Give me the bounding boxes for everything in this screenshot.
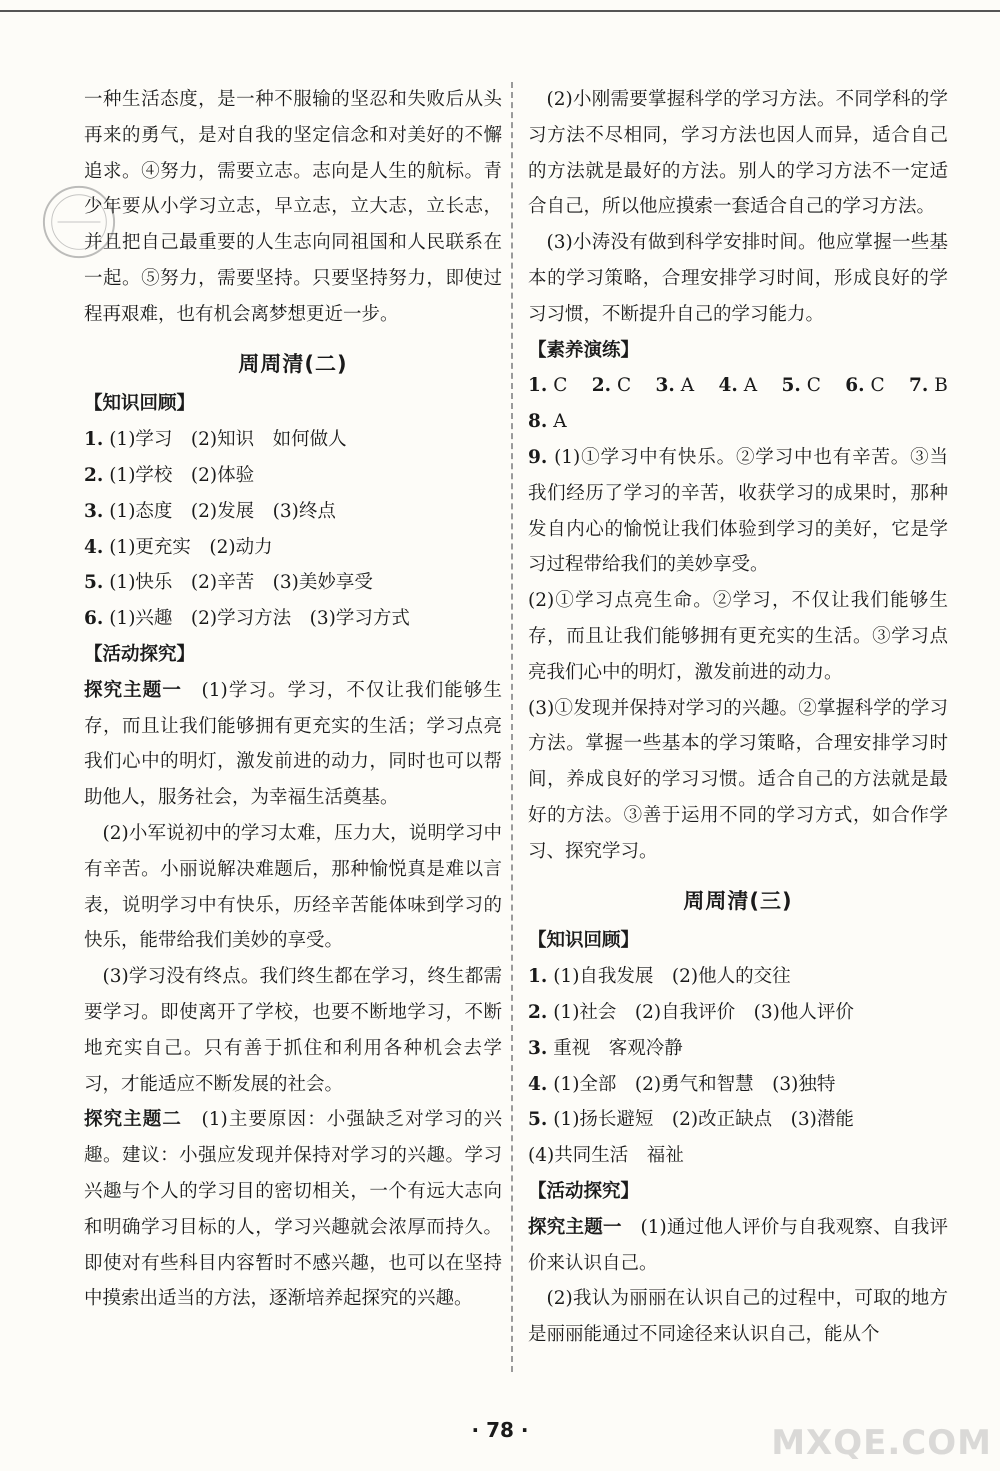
item-number: 3. xyxy=(528,1037,548,1059)
topic-one-answer xyxy=(528,1210,948,1282)
choice-answers xyxy=(528,404,948,440)
choice-number: 6. xyxy=(845,375,865,397)
review-item xyxy=(84,601,502,637)
item-number: 5. xyxy=(528,1109,548,1131)
column-divider xyxy=(511,82,513,1372)
choice-answer: A xyxy=(553,411,567,433)
item-number: 2. xyxy=(528,1001,548,1023)
item-text: (1)社会 (2)自我评价 (3)他人评价 xyxy=(553,1001,854,1023)
item-text: (1)更充实 (2)动力 xyxy=(109,536,273,558)
topic-label: 探究主题二 xyxy=(84,1109,182,1131)
item-number: 9. xyxy=(528,446,548,468)
item-text: 重视 客观冷静 xyxy=(553,1037,683,1059)
item-number: 2. xyxy=(84,464,104,486)
practice-heading: 【素养演练】 xyxy=(528,339,640,361)
choice-number: 7. xyxy=(909,375,929,397)
choice-number: 4. xyxy=(718,375,738,397)
item-text: (1)学习 (2)知识 如何做人 xyxy=(109,429,347,451)
continued-paragraph: 一种生活态度，是一种不服输的坚忍和失败后从头再来的勇气，是对自我的坚定信念和对美好的不懈追求。④努力，需要立志。志向是人生的航标。青少年要从小学习立志，早立志，立大志，立长志，并且把自己最重要的人生志向同祖国和人民联系在一起。⑤努力，需要坚持。只要坚持努力，即使过程再艰难，也有机会离梦想更近一步。 xyxy=(84,89,502,325)
item-number: 1. xyxy=(528,966,548,988)
topic-paragraph: (2)小军说初中的学习太难，压力大，说明学习中有辛苦。小丽说解决难题后，那种愉悦真是难以言表，说明学习中有快乐，历经辛苦能体味到学习的快乐，能带给我们美妙的享受。 xyxy=(84,822,502,952)
q9-part2: (2)①学习点亮生命。②学习，不仅让我们能够生存，而且让我们能够拥有更充实的生活。③学习点亮我们心中的明灯，激发前进的动力。 xyxy=(528,590,948,683)
item-text: (1)全部 (2)勇气和智慧 (3)独特 xyxy=(553,1073,836,1095)
item-text: (1)学校 (2)体验 xyxy=(109,464,255,486)
knowledge-review-heading: 【知识回顾】 xyxy=(528,930,640,952)
review-item xyxy=(84,565,502,601)
item-text: (1)兴趣 (2)学习方法 (3)学习方式 xyxy=(109,608,410,630)
choice-number: 3. xyxy=(655,375,675,397)
choice-number: 1. xyxy=(528,375,548,397)
item-text: (1)态度 (2)发展 (3)终点 xyxy=(109,500,336,522)
topic-label: 探究主题一 xyxy=(528,1216,622,1238)
topic-two-answer xyxy=(84,1102,502,1317)
top-rule xyxy=(0,10,1000,12)
choice-number: 5. xyxy=(781,375,801,397)
knowledge-review-heading: 【知识回顾】 xyxy=(84,393,196,415)
choice-answer: A xyxy=(680,375,695,397)
choice-answer: C xyxy=(806,375,821,397)
review-item xyxy=(528,1067,948,1103)
choice-answer: C xyxy=(870,375,885,397)
review-item xyxy=(84,422,502,458)
topic-paragraph: (2)小刚需要掌握科学的学习方法。不同学科的学习方法不尽相同，学习方法也因人而异，适合自己的方法就是最好的方法。别人的学习方法不一定适合自己，所以他应摸索一套适合自己的学习方法。 xyxy=(528,89,948,218)
review-item xyxy=(84,458,502,494)
choice-number: 8. xyxy=(528,411,548,433)
page-number: · 78 · xyxy=(471,1418,529,1442)
q9-part1: (1)①学习中有快乐。②学习中也有辛苦。③当我们经历了学习的辛苦，收获学习的成果时，那种发自内心的愉悦让我们体验到学习的美好，它是学习过程带给我们的美妙享受。 xyxy=(528,446,948,576)
activity-heading: 【活动探究】 xyxy=(528,1180,640,1202)
topic-paragraph: (3)小涛没有做到科学安排时间。他应掌握一些基本的学习策略，合理安排学习时间，形成良好的学习习惯，不断提升自己的学习能力。 xyxy=(528,232,948,325)
section-title-week3: 周周清(三) xyxy=(683,888,793,913)
item-text: (1)快乐 (2)辛苦 (3)美妙享受 xyxy=(109,572,373,594)
item-number: 4. xyxy=(84,536,104,558)
watermark-logo xyxy=(771,1371,1000,1471)
review-item xyxy=(84,530,502,566)
topic-text: (1)主要原因：小强缺乏对学习的兴趣。建议：小强应发现并保持对学习的兴趣。学习兴趣与个人的学习目的密切相关，一个有远大志向和明确学习目标的人，学习兴趣就会浓厚而持久。即使对有些科目内容暂时不感兴趣，也可以在坚持中摸索出适当的方法，逐渐培养起探究的兴趣。 xyxy=(84,1109,502,1310)
choice-answer: C xyxy=(553,375,568,397)
section-title-week2: 周周清(二) xyxy=(238,351,348,376)
item-number: 4. xyxy=(528,1073,548,1095)
review-item xyxy=(528,959,948,995)
topic-text: (1)学习。学习，不仅让我们能够生存，而且让我们能够拥有更充实的生活；学习点亮我们心中的明灯，激发前进的动力，同时也可以帮助他人，服务社会，为幸福生活奠基。 xyxy=(84,679,502,809)
choice-number: 2. xyxy=(591,375,612,397)
review-item-continued: (4)共同生活 福祉 xyxy=(528,1145,684,1167)
topic-label: 探究主题一 xyxy=(84,679,182,701)
item-number: 6. xyxy=(84,608,104,630)
left-column xyxy=(84,82,502,1317)
choice-answers xyxy=(528,368,948,404)
review-item xyxy=(528,995,948,1031)
review-item xyxy=(528,1102,948,1138)
item-text: (1)扬长避短 (2)改正缺点 (3)潜能 xyxy=(553,1109,854,1131)
right-column xyxy=(528,82,948,1353)
q9-part3: (3)①发现并保持对学习的兴趣。②掌握科学的学习方法。掌握一些基本的学习策略，合理安排学习时间，养成良好的学习习惯。适合自己的方法就是最好的方法。③善于运用不同的学习方式，如合作学习、探究学习。 xyxy=(528,697,948,862)
item-number: 1. xyxy=(84,429,104,451)
item-text: (1)自我发展 (2)他人的交往 xyxy=(553,966,791,988)
choice-answer: A xyxy=(743,375,758,397)
activity-heading: 【活动探究】 xyxy=(84,643,196,665)
topic-paragraph: (2)我认为丽丽在认识自己的过程中，可取的地方是丽丽能通过不同途径来认识自己，能从个 xyxy=(528,1288,948,1346)
item-number: 5. xyxy=(84,572,104,594)
choice-answer: B xyxy=(934,375,948,397)
topic-text: (1)通过他人评价与自我观察、自我评价来认识自己。 xyxy=(528,1216,948,1274)
watermark-text: MXQE.COM xyxy=(771,1423,992,1463)
review-item xyxy=(528,1031,948,1067)
topic-one-answer xyxy=(84,673,502,816)
topic-paragraph: (3)学习没有终点。我们终生都在学习，终生都需要学习。即使离开了学校，也要不断地学习，不断地充实自己。只有善于抓住和利用各种机会去学习，才能适应不断发展的社会。 xyxy=(84,966,502,1095)
choice-answer: C xyxy=(616,375,632,397)
question-nine xyxy=(528,440,948,583)
item-number: 3. xyxy=(84,500,104,522)
review-item xyxy=(84,494,502,530)
